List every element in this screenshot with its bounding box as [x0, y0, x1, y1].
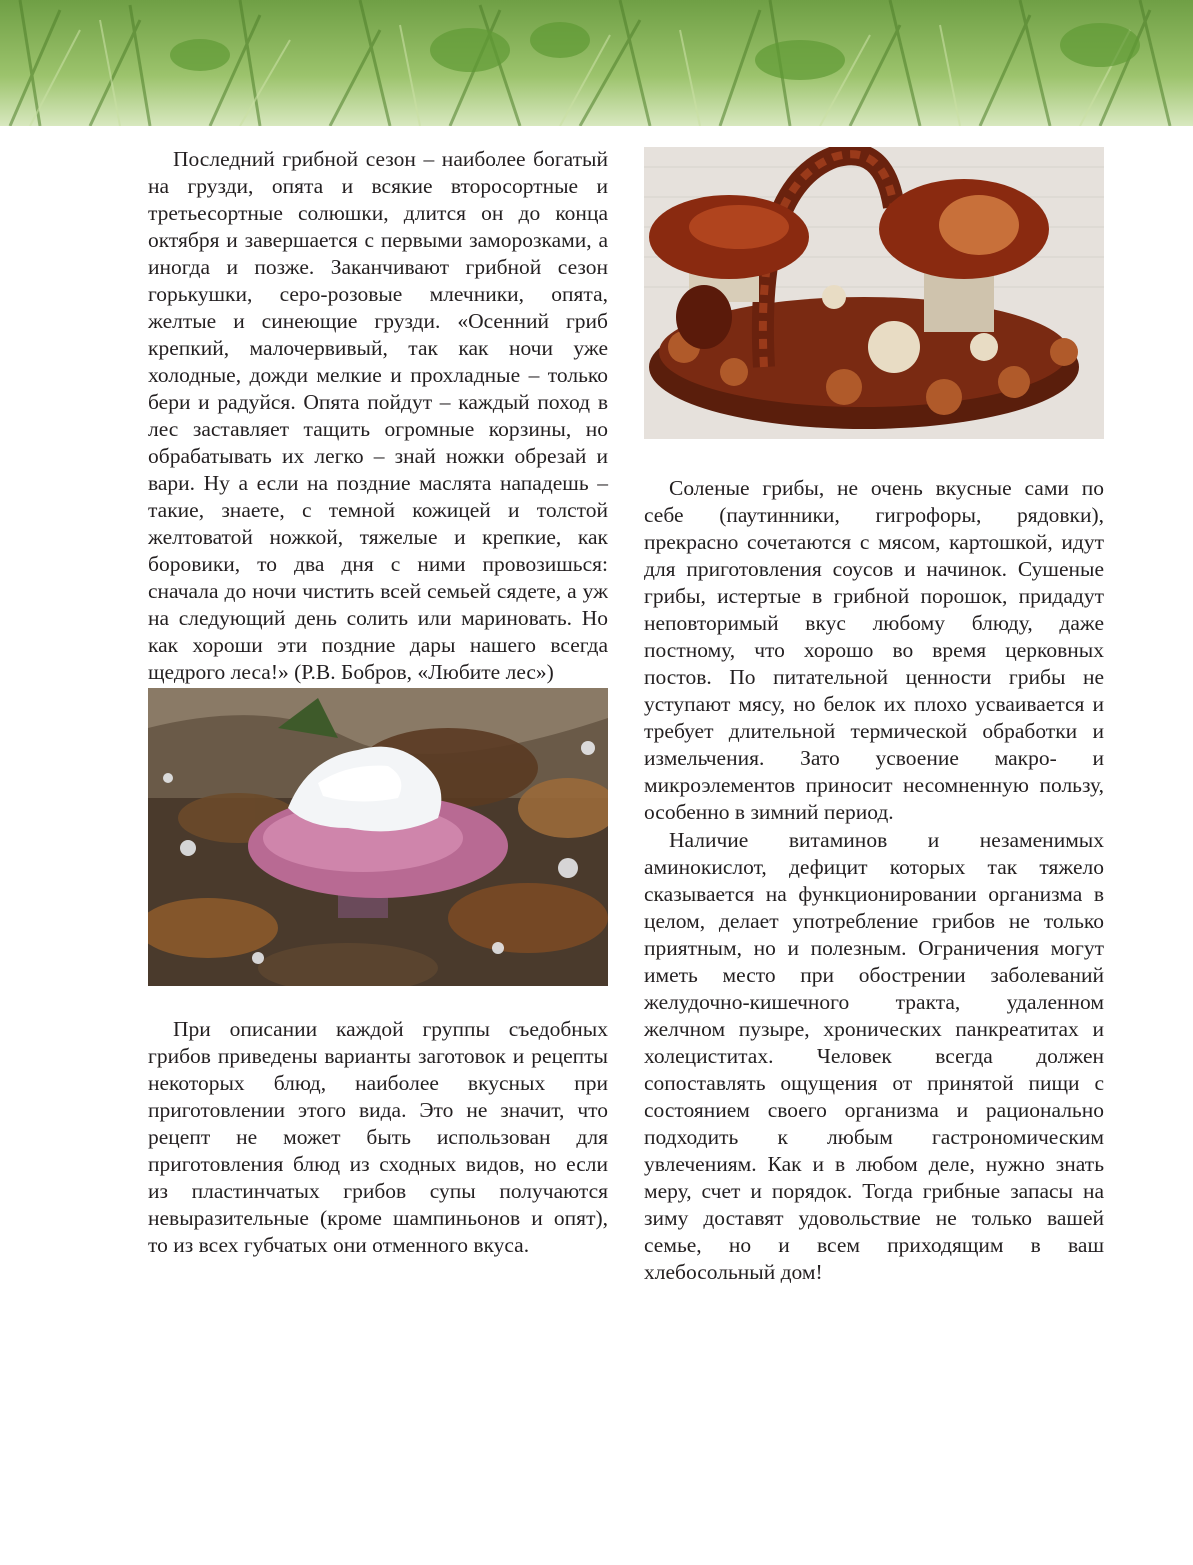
ceramic-mushroom-basket-photo-icon: [644, 147, 1104, 439]
right-paragraph-2: Наличие витаминов и незаменимых аминокислот, дефицит которых так тяжело сказывается на функционировании организма в целом, делает употребление грибов не только приятным, но и полезным. Ограничения могут иметь место при обострении заболеваний желудочно-кишечного тракта, удаленном желчном пузыре, хронических панкреатитах и холециститах. Человек всегда должен сопоставлять ощущения от принятой пищи с состоянием своего организма и рационально подходить к любым гастрономическим увлечениям. Как и в любом деле, нужно знать меру, счет и порядок. Тогда грибные запасы на зиму доставят удовольствие не только вашей семье, но и всем приходящим в ваш хлебосольный дом!: [644, 828, 1104, 1284]
right-paragraph-1: Соленые грибы, не очень вкусные сами по себе (паутинники, гигрофоры, рядовки), прекрасно сочетаются с мясом, картошкой, идут для приготовления соусов и начинок. Сушеные грибы, истертые в грибной порошок, придадут неповторимый вкус любому блюду, даже постному, что хорошо во время церковных постов. По питательной ценности грибы не уступают мясу, но белок их плохо усваивается и требует длительной термической обработки и измельчения. Зато усвоение макро- и микроэлементов приносит несомненную пользу, особенно в зимний период.: [644, 476, 1104, 824]
mushroom-in-snow-photo: [148, 688, 608, 986]
grass-photo-icon: [0, 0, 1193, 126]
left-paragraph-1: Последний грибной сезон – наиболее богатый на грузди, опята и всякие второсортные и третьесортные солюшки, длится он до конца октября и завершается с первыми заморозками, а иногда и позже. Заканчивают грибной сезон горькушки, серо-розовые млечники, опята, желтые и синеющие грузди. «Осенний гриб крепкий, малочервивый, так как ночи уже холодные, дожди мелкие и прохладные – только бери и радуйся. Опята пойдут – каждый поход в лес заставляет тащить огромные корзины, но обрабатывать их легко – знай ножки обрезай и вари. Ну а если на поздние маслята нападешь – такие, знаете, с темной кожицей и толстой желтоватой ножкой, тяжелые и крепкие, как боровики, то два дня с ними провозишься: сначала до ночи чистить всей семьей сядете, а уж на следующий день солить или мариновать. Но как хороши эти поздние дары нашего всегда щедрого леса!» (Р.В. Бобров, «Любите лес»): [148, 147, 608, 684]
left-paragraph-2: При описании каждой группы съедобных грибов приведены варианты заготовок и рецепты некоторых блюд, наиболее вкусных при приготовлении этого вида. Это не значит, что рецепт не может быть использован для приготовления блюд из сходных видов, но если из пластинчатых грибов супы получаются невыразительные (кроме шампиньонов и опят), то из всех губчатых они отменного вкуса.: [148, 1017, 608, 1257]
pink-mushroom-in-snow-photo-icon: [148, 688, 608, 986]
grass-banner: [0, 0, 1193, 126]
ceramic-basket-photo: [644, 147, 1104, 439]
